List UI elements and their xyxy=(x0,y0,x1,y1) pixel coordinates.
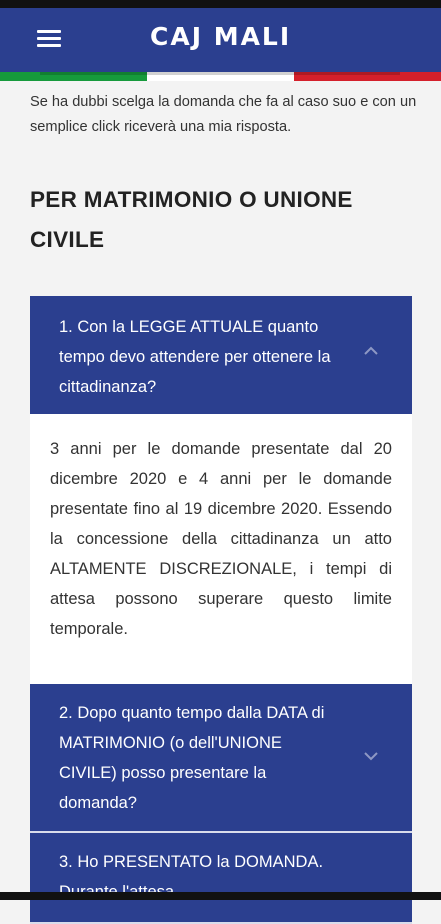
italian-flag-stripe xyxy=(0,72,441,81)
chevron-up-icon[interactable] xyxy=(364,344,378,358)
section-title: PER MATRIMONIO O UNIONE CIVILE xyxy=(30,187,353,252)
intro-text: Se ha dubbi scelga la domanda che fa al caso suo e con un semplice click riceverà una mia risposta. xyxy=(30,94,417,135)
menu-icon[interactable] xyxy=(37,29,61,49)
faq-list xyxy=(30,296,412,924)
status-bar xyxy=(0,0,441,8)
faq-question-text: 2. Dopo quanto tempo dalla DATA di MATRIMONIO (o dell'UNIONE CIVILE) posso presentare la domanda? xyxy=(59,704,325,812)
faq-question-2[interactable] xyxy=(30,684,412,833)
faq-question-1[interactable] xyxy=(30,296,412,414)
navigation-bar xyxy=(0,892,441,900)
faq-question-text: 1. Con la LEGGE ATTUALE quanto tempo devo attendere per ottenere la cittadinanza? xyxy=(59,318,331,396)
faq-question-text: 3. Ho PRESENTATO la DOMANDA. xyxy=(59,853,324,871)
app-bar xyxy=(0,8,441,72)
faq-question-3[interactable] xyxy=(30,833,412,924)
app-title: CAJ MALI xyxy=(150,22,292,51)
faq-answer-1: 3 anni per le domande presentate dal 20 dicembre 2020 e 4 anni per le domande presentate fino al 19 dicembre 2020. Essendo la concessione della cittadinanza un atto ALTAMENTE DISCREZIONALE, i tempi di attesa possono superare questo limite temporale. xyxy=(30,414,412,684)
chevron-down-icon[interactable] xyxy=(364,749,378,763)
